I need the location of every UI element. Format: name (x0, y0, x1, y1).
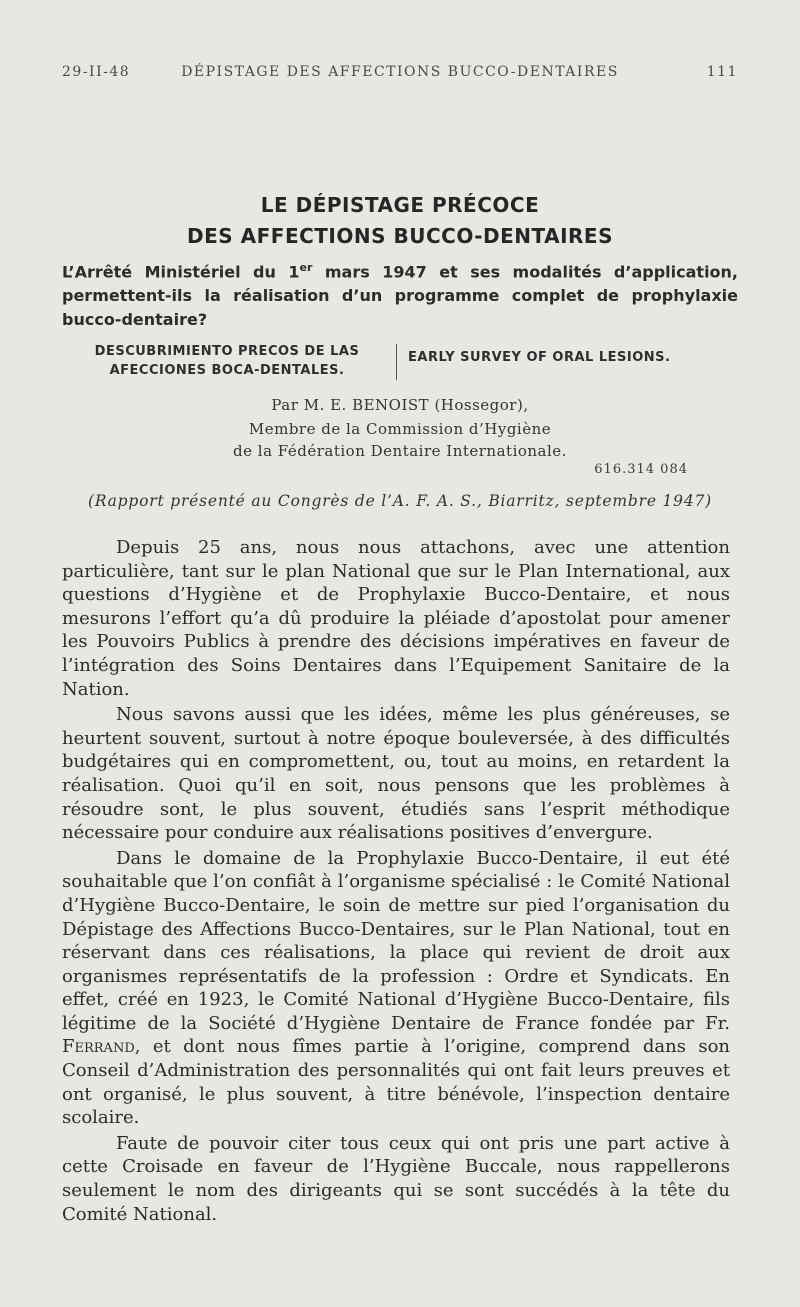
founder-name: Ferrand (62, 1036, 135, 1058)
classification-code: 616.314 084 (594, 462, 688, 477)
article-title-line1: LE DÉPISTAGE PRÉCOCE (260, 193, 540, 217)
subtitle-line3: bucco-dentaire? (62, 310, 208, 330)
title-translations (62, 342, 738, 384)
translation-divider (396, 344, 397, 380)
spanish-title: DESCUBRIMIENTO PRECOS DE LAS AFECCIONES BOCA-DENTALES. (94, 344, 360, 378)
subtitle-line1: L’Arrêté Ministériel du 1er mars 1947 et ses modalités d’application, (62, 261, 739, 282)
author-role-line1: Membre de la Commission d’Hygiène (248, 420, 552, 438)
article-title-line2: DES AFFECTIONS BUCCO-DENTAIRES (187, 224, 613, 248)
article-subtitle (62, 256, 738, 332)
paragraph-4: Faute de pouvoir citer tous ceux qui ont pris une part active à cette Croisade en faveur de l’Hygiène Buccale, nous rappellerons seulement le nom des dirigeants qui se sont succédés à la tête du Comité National. (62, 1132, 730, 1225)
issue-date: 29-II-48 (62, 64, 131, 80)
paragraph-1: Depuis 25 ans, nous nous attachons, avec une attention particulière, tant sur le plan National que sur le Plan International, aux questions d’Hygiène et de Prophylaxie Bucco-Dentaire, et nous mesurons l’effort qu’a dû produire la pléiade d’apostolat pour amener les Pouvoirs Publics à prendre des décisions impératives en faveur de l’intégration des Soins Dentaires dans l’Equipement Sanitaire de la Nation. (62, 537, 730, 700)
running-title: DÉPISTAGE DES AFFECTIONS BUCCO-DENTAIRES (181, 64, 619, 80)
paragraph-3: Dans le domaine de la Prophylaxie Bucco-Dentaire, il eut été souhaitable que l’on confiât à l’organisme spécialisé : le Comité National d’Hygiène Bucco-Dentaire, le soin de mettre sur pied l’organisation du Dépistage des Affections Bucco-Dentaires, sur le Plan National, tout en réservant dans ces réalisations, la place qui revient de droit aux organismes représentatifs de la profession : Ordre et Syndicats. En effet, créé en 1923, le Comité National d’Hygiène Bucco-Dentaire, fils légitime de la Société d’Hygiène Dentaire de France fondée par Fr. Ferrand, et dont nous fîmes partie à l’origine, comprend dans son Conseil d’Administration des personnalités qui ont fait leurs preuves et ont organisé, le plus souvent, à titre bénévole, l’inspection dentaire scolaire. (62, 847, 730, 1129)
author-role-line2: de la Fédération Dentaire Internationale. (233, 442, 567, 460)
paragraph-2: Nous savons aussi que les idées, même les plus généreuses, se heurtent souvent, surtout à notre époque bouleversée, à des difficultés budgétaires qui en compromettent, ou, tout au moins, en retardent la réalisation. Quoi qu’il en soit, nous pensons que les problèmes à résoudre sont, le plus souvent, étudiés sans l’esprit méthodique nécessaire pour conduire aux réalisations positives d’envergure. (62, 704, 730, 844)
subtitle-line2: permettent-ils la réalisation d’un programme complet de prophylaxie (62, 286, 738, 306)
report-note: (Rapport présenté au Congrès de l’A. F. A. S., Biarritz, septembre 1947) (87, 492, 713, 510)
english-title: EARLY SURVEY OF ORAL LESIONS. (408, 350, 671, 365)
article-body (62, 536, 730, 1226)
page-number: 111 (706, 64, 738, 80)
author-byline: Par M. E. BENOIST (Hossegor), (271, 396, 529, 414)
